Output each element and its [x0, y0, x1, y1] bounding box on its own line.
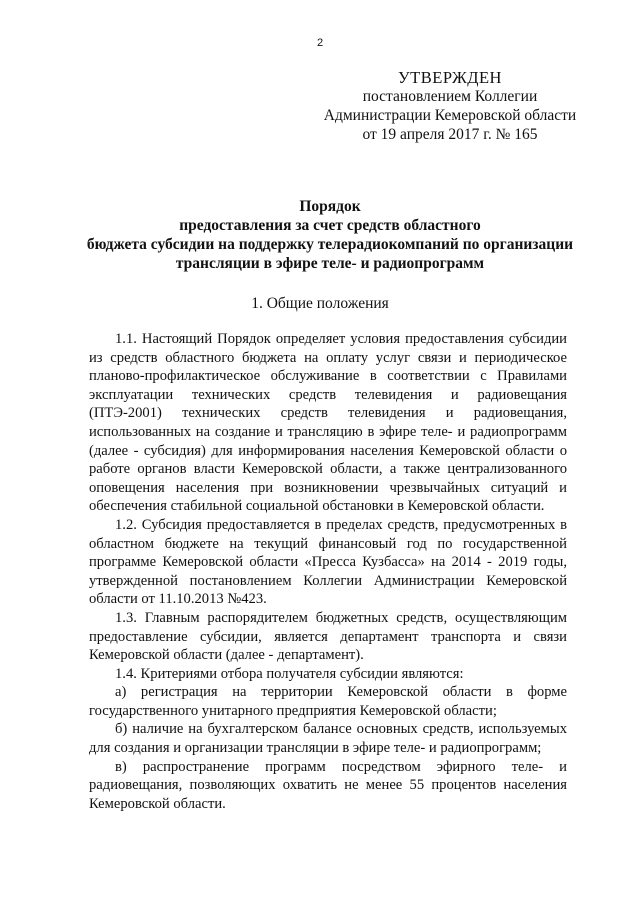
paragraph-1-2: 1.2. Субсидия предоставляется в пределах средств, предусмотренных в областном бюджете на текущий финансовый год по государственной программе Кемеровской области «Пресса Кузбасса» на 2014 - 2019 годы, утвержденной постановлением Коллегии Администрации Кемеровской области от 11.10.2013 №423. — [89, 516, 567, 608]
document-body — [89, 330, 567, 813]
title-line: бюджета субсидии на поддержку телерадиокомпаний по организации — [86, 236, 574, 253]
paragraph-1-4: 1.4. Критериями отбора получателя субсидии являются: — [115, 665, 464, 682]
approval-block — [300, 68, 600, 144]
title-line: трансляции в эфире теле- и радиопрограмм — [175, 255, 485, 272]
approval-line: постановлением Коллегии — [362, 88, 538, 105]
paragraph-1-1: 1.1. Настоящий Порядок определяет условия предоставления субсидии из средств областного бюджета на оплату услуг связи и периодическое планово-профилактическое обслуживание в соответствии с Правилами эксплуатации технических средств телевидения и радиовещания (ПТЭ-2001) технических средств телевидения и радиовещания, использованных на создание и трансляцию в эфире теле- и радиопрограмм (далее - субсидия) для информирования населения Кемеровской области о работе органов власти Кемеровской области, а также централизованного оповещения населения при возникновении чрезвычайных ситуаций и обеспечения стабильной социальной обстановки в Кемеровской области. — [89, 331, 567, 515]
section-heading: 1. Общие положения — [251, 295, 389, 312]
paragraph-1-3: 1.3. Главным распорядителем бюджетных средств, осуществляющим предоставление субсидии, является департамент транспорта и связи Кемеровской области (далее - департамент). — [89, 609, 567, 664]
approval-stamp: УТВЕРЖДЕН — [398, 68, 502, 87]
approval-line: Администрации Кемеровской области — [323, 107, 577, 124]
criterion-c: в) распространение программ посредством эфирного теле- и радиовещания, позволяющих охватить не менее 55 процентов населения Кемеровской области. — [89, 758, 567, 812]
page-number: 2 — [316, 37, 324, 49]
criterion-b: б) наличие на бухгалтерском балансе основных средств, используемых для создания и организации трансляции в эфире теле- и радиопрограмм; — [89, 721, 567, 757]
document-title — [70, 197, 590, 273]
approval-line: от 19 апреля 2017 г. № 165 — [362, 126, 538, 143]
criterion-a: а) регистрация на территории Кемеровской области в форме государственного унитарного предприятия Кемеровской области; — [89, 684, 567, 719]
title-line: Порядок — [299, 198, 361, 215]
title-line: предоставления за счет средств областного — [179, 217, 481, 234]
